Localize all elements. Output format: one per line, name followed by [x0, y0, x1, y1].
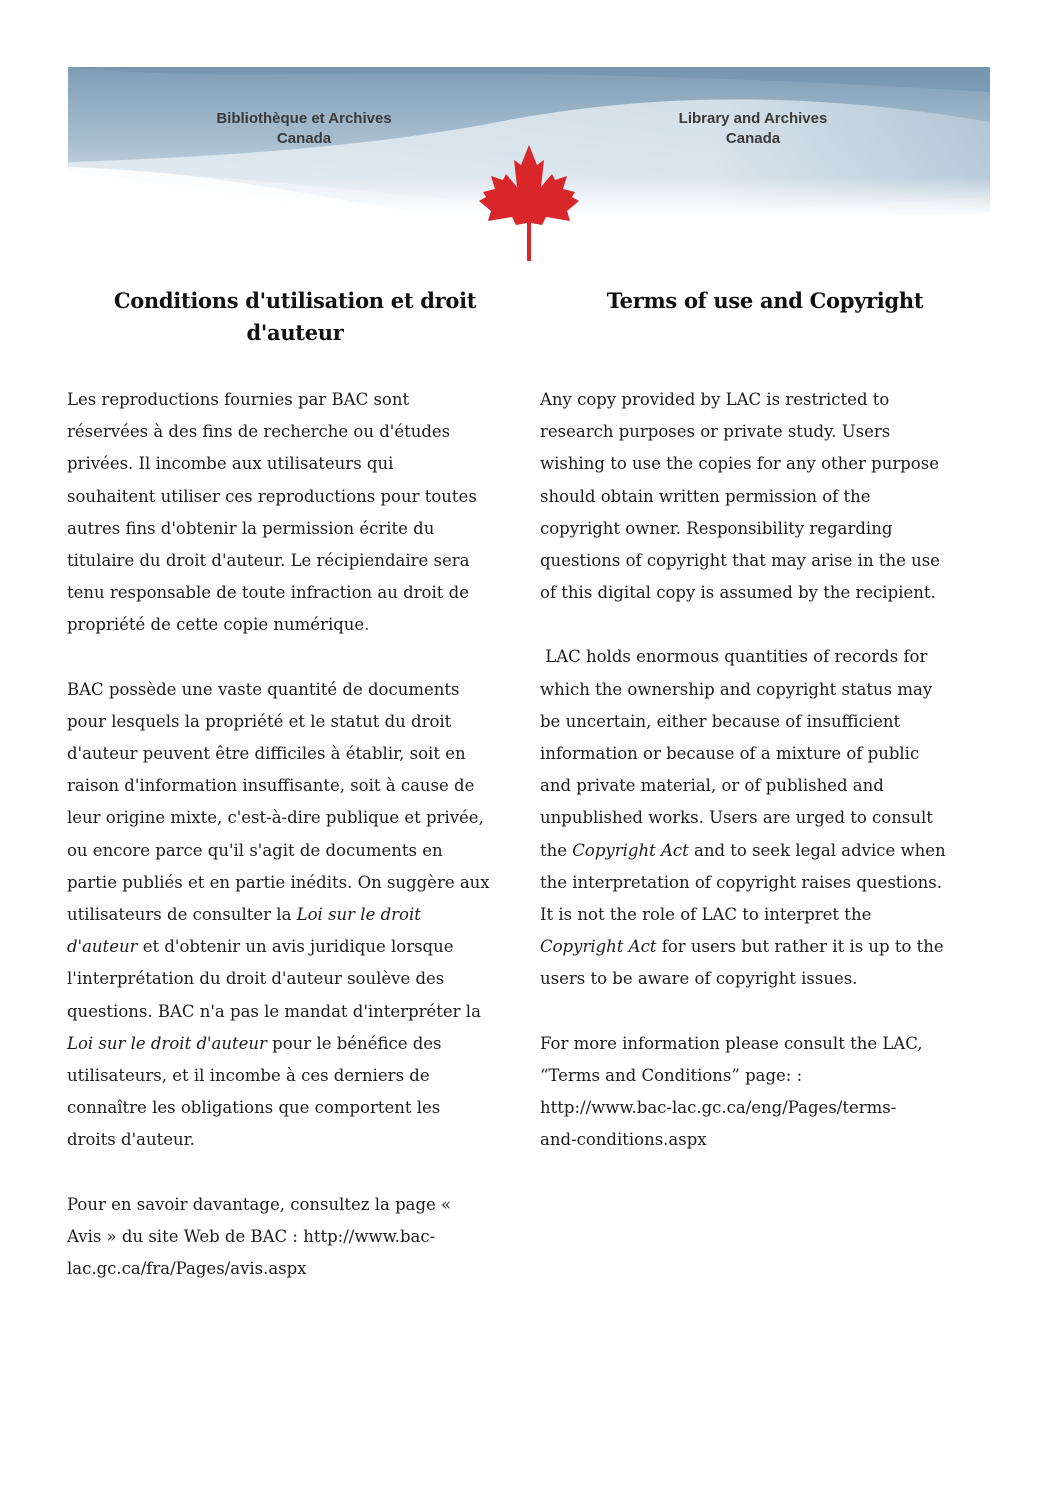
- text-line: l'interprétation du droit d'auteur soulève des: [67, 969, 445, 989]
- text-line: Pour en savoir davantage, consultez la page «: [67, 1194, 452, 1214]
- text-line: copyright owner. Responsibility regarding: [540, 518, 893, 538]
- text-line: [67, 931, 527, 963]
- text-line: lac.gc.ca/fra/Pages/avis.aspx: [67, 1259, 307, 1279]
- text-line: souhaitent utiliser ces reproductions pour toutes: [67, 486, 477, 506]
- text-line: titulaire du droit d'auteur. Le récipiendaire sera: [67, 551, 470, 571]
- text-line: wishing to use the copies for any other purpose: [540, 454, 939, 474]
- text-line: [67, 1028, 527, 1060]
- english-title-line: Terms of use and Copyright: [606, 288, 924, 313]
- org-name-french-line2: Canada: [276, 130, 332, 147]
- text-line: utilisateurs, et il incombe à ces derniers de: [67, 1066, 430, 1086]
- text-line: of this digital copy is assumed by the recipient.: [540, 583, 936, 603]
- org-name-english: [623, 109, 883, 149]
- text-line: Any copy provided by LAC is restricted to: [540, 390, 890, 409]
- text-line: raison d'information insuffisante, soit à cause de: [67, 776, 475, 796]
- text-line: http://www.bac-lac.gc.ca/eng/Pages/terms-: [540, 1098, 897, 1118]
- text-line: BAC possède une vaste quantité de documents: [67, 679, 460, 699]
- english-paragraph-more-info: [540, 1028, 985, 1157]
- english-paragraph-usage: [540, 384, 985, 609]
- law-title-italic: d'auteur: [67, 937, 138, 957]
- text-fragment: and to seek legal advice when: [688, 840, 946, 860]
- text-line: ou encore parce qu'il s'agit de documents en: [67, 840, 443, 860]
- org-name-english-line2: Canada: [725, 130, 781, 147]
- text-line: droits d'auteur.: [67, 1130, 195, 1150]
- text-line: autres fins d'obtenir la permission écrite du: [67, 518, 435, 538]
- text-line: research purposes or private study. Users: [540, 422, 891, 442]
- text-fragment: utilisateurs de consulter la: [67, 905, 297, 925]
- french-paragraph-copyright-status: [67, 674, 527, 1157]
- act-title-italic: Copyright Act: [540, 937, 657, 957]
- org-name-french: [174, 109, 434, 149]
- text-fragment: the: [540, 840, 573, 860]
- text-line: partie publiés et en partie inédits. On suggère aux: [67, 872, 490, 892]
- french-column: [67, 384, 527, 1317]
- text-line: be uncertain, either because of insufficient: [540, 711, 901, 731]
- text-line: Avis » du site Web de BAC : http://www.bac-: [67, 1226, 436, 1246]
- text-line: privées. Il incombe aux utilisateurs qui: [67, 454, 394, 474]
- text-line: users to be aware of copyright issues.: [540, 969, 858, 989]
- text-line: questions. BAC n'a pas le mandat d'interpréter la: [67, 1001, 481, 1021]
- text-line: [540, 835, 985, 867]
- org-name-english-line1: Library and Archives: [678, 110, 828, 127]
- law-title-italic: Loi sur le droit d'auteur: [67, 1033, 267, 1053]
- text-line: LAC holds enormous quantities of records for: [540, 647, 928, 667]
- text-line: “Terms and Conditions” page: :: [540, 1065, 803, 1085]
- text-line: should obtain written permission of the: [540, 486, 871, 506]
- english-paragraph-copyright-status: [540, 641, 985, 995]
- english-title: [560, 285, 970, 317]
- text-line: d'auteur peuvent être difficiles à établir, soit en: [67, 744, 466, 764]
- french-title-line2: d'auteur: [246, 320, 344, 345]
- text-line: and-conditions.aspx: [540, 1130, 707, 1150]
- text-line: questions of copyright that may arise in the use: [540, 551, 940, 571]
- french-paragraph-more-info: [67, 1189, 527, 1286]
- text-line: leur origine mixte, c'est-à-dire publique et privée,: [67, 808, 484, 828]
- text-fragment: pour le bénéfice des: [266, 1033, 442, 1053]
- text-line: For more information please consult the LAC,: [540, 1033, 923, 1053]
- text-line: pour lesquels la propriété et le statut du droit: [67, 711, 452, 731]
- text-line: information or because of a mixture of public: [540, 744, 920, 764]
- law-title-italic: Loi sur le droit: [296, 905, 421, 925]
- text-line: the interpretation of copyright raises questions.: [540, 872, 942, 892]
- text-line: Les reproductions fournies par BAC sont: [67, 390, 410, 409]
- text-line: propriété de cette copie numérique.: [67, 615, 370, 635]
- french-paragraph-usage: [67, 384, 527, 642]
- text-line: unpublished works. Users are urged to consult: [540, 808, 933, 828]
- act-title-italic: Copyright Act: [572, 840, 689, 860]
- text-line: [67, 899, 527, 931]
- text-line: and private material, or of published and: [540, 776, 884, 796]
- text-line: connaître les obligations que comportent les: [67, 1098, 441, 1118]
- text-line: réservées à des fins de recherche ou d'études: [67, 422, 451, 442]
- french-title-line1: Conditions d'utilisation et droit: [113, 288, 477, 313]
- text-fragment: for users but rather it is up to the: [656, 937, 944, 957]
- french-title: [90, 285, 500, 349]
- text-line: which the ownership and copyright status may: [540, 679, 933, 699]
- text-line: [540, 931, 985, 963]
- text-line: It is not the role of LAC to interpret the: [540, 905, 872, 925]
- english-column: [540, 384, 985, 1188]
- text-line: tenu responsable de toute infraction au droit de: [67, 583, 469, 603]
- maple-leaf-icon: [475, 143, 583, 263]
- org-name-french-line1: Bibliothèque et Archives: [216, 110, 392, 127]
- text-fragment: et d'obtenir un avis juridique lorsque: [137, 937, 454, 957]
